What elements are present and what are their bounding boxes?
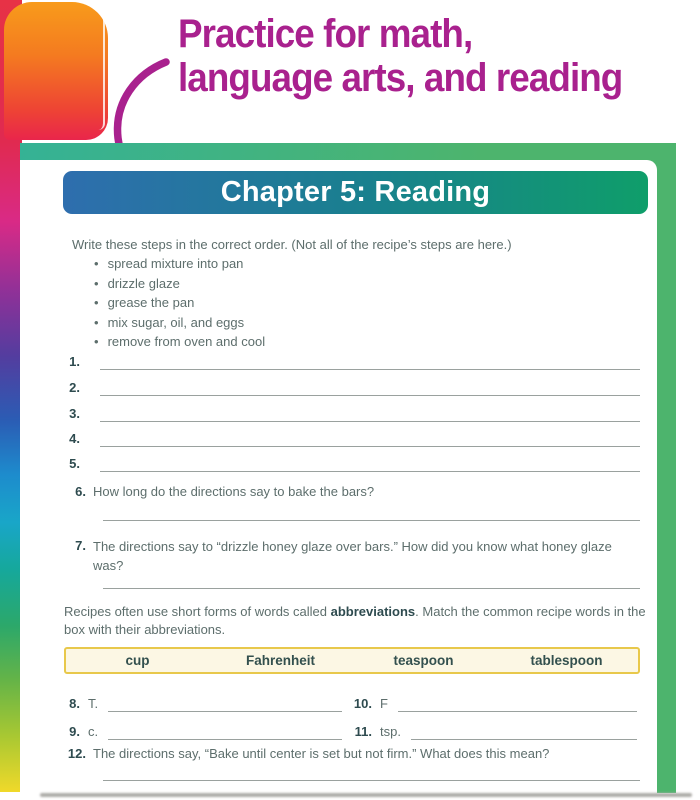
bullet-dot-icon: • — [94, 256, 99, 272]
answer-line — [100, 376, 640, 396]
blank-number: 4. — [69, 431, 80, 446]
book-corner-graphic — [4, 2, 108, 140]
abbreviations-intro — [64, 603, 650, 639]
blank-row-2 — [64, 375, 640, 396]
blank-row-1 — [64, 349, 640, 370]
word-box-item-cup: cup — [125, 653, 150, 668]
bullet-dot-icon: • — [94, 314, 99, 330]
bullet-dot-icon: • — [94, 334, 99, 350]
blank-number: 3. — [69, 406, 80, 421]
match-item-8 — [64, 692, 342, 712]
match-number: 9. — [69, 724, 80, 739]
blank-number: 5. — [69, 456, 80, 471]
match-item-11 — [348, 720, 637, 740]
intro-text: Write these steps in the correct order. (Not all of the recipe’s steps are here.) — [72, 237, 512, 252]
match-label: T. — [88, 696, 99, 711]
bullet-list — [94, 254, 265, 352]
abbrev-intro-pre: Recipes often use short forms of words called — [64, 604, 331, 619]
answer-line — [100, 402, 640, 422]
question-7 — [64, 537, 619, 575]
match-answer-line — [108, 721, 342, 740]
question-text: The directions say, “Bake until center is set but not firm.” What does this mean? — [93, 746, 550, 761]
match-item-10 — [348, 692, 637, 712]
blank-number: 2. — [69, 380, 80, 395]
bullet-text: grease the pan — [107, 295, 195, 311]
bullet-item — [94, 293, 265, 313]
chapter-banner — [63, 171, 648, 214]
word-box-item-fahrenheit: Fahrenheit — [245, 653, 315, 668]
blank-row-4 — [64, 426, 640, 447]
bullet-text: mix sugar, oil, and eggs — [107, 314, 245, 330]
word-box-item-tablespoon: tablespoon — [530, 653, 603, 668]
answer-line — [100, 452, 640, 472]
match-number: 8. — [69, 696, 80, 711]
bullet-dot-icon: • — [94, 275, 99, 291]
match-answer-line — [398, 693, 637, 712]
answer-line-12 — [103, 780, 640, 781]
question-number: 12. — [67, 746, 86, 761]
question-number: 7. — [75, 538, 86, 553]
answer-line-7 — [103, 588, 640, 589]
page-title-line1: Practice for math, — [178, 12, 473, 56]
bullet-text: spread mixture into pan — [107, 256, 244, 272]
match-label: c. — [88, 724, 99, 739]
question-number: 6. — [75, 484, 86, 499]
bullet-dot-icon: • — [94, 295, 99, 311]
word-box — [64, 647, 640, 674]
answer-line — [100, 427, 640, 447]
match-answer-line — [411, 721, 637, 740]
bullet-item — [94, 313, 265, 333]
question-text: The directions say to “drizzle honey glaze over bars.” How did you know what honey glaze was? — [93, 539, 612, 573]
match-label: F — [380, 696, 388, 711]
chapter-banner-title: Chapter 5: Reading — [220, 176, 491, 208]
bullet-text: remove from oven and cool — [107, 334, 266, 350]
match-answer-line — [108, 693, 342, 712]
page-bottom-shadow — [40, 793, 692, 797]
bullet-item — [94, 254, 265, 274]
page-title — [178, 12, 656, 100]
question-6 — [64, 483, 641, 500]
match-label: tsp. — [380, 724, 401, 739]
bullet-text: drizzle glaze — [107, 275, 180, 291]
blank-row-5 — [64, 451, 640, 472]
abbrev-intro-bold: abbreviations — [330, 604, 416, 619]
answer-line — [100, 350, 640, 370]
blank-number: 1. — [69, 354, 80, 369]
question-text: How long do the directions say to bake the bars? — [93, 484, 375, 499]
blank-row-3 — [64, 401, 640, 422]
page-title-line2: language arts, and reading — [178, 56, 623, 100]
abbrev-intro-post: . Match the common recipe words in the box with their abbreviations. — [64, 604, 646, 637]
word-box-item-teaspoon: teaspoon — [393, 653, 454, 668]
match-number: 10. — [353, 696, 372, 711]
match-number: 11. — [354, 724, 372, 739]
answer-line-6 — [103, 520, 640, 521]
bullet-item — [94, 274, 265, 294]
match-item-9 — [64, 720, 342, 740]
question-12 — [58, 745, 643, 762]
